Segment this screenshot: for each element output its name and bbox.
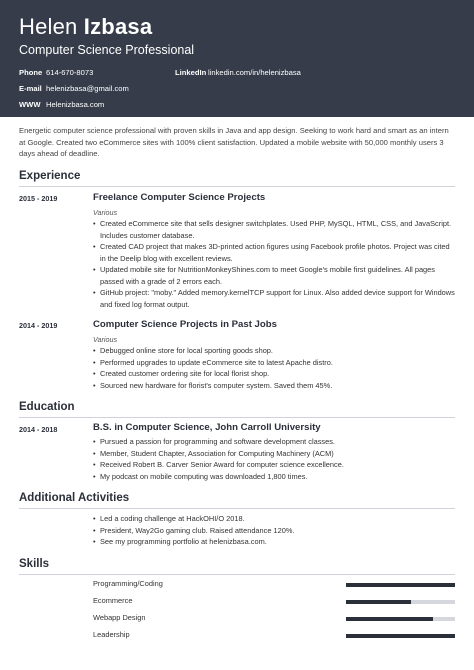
contact-phone — [19, 68, 93, 78]
skills-heading: Skills — [19, 558, 50, 570]
experience-title: Computer Science Projects in Past Jobs — [93, 319, 277, 330]
profile-summary: Energetic computer science professional with proven skills in Java and app design. Seeking to work hard and smart as an intern at Google. Created two eCommerce sites with 100% client satisfaction. Updated a mobile website with 50,000 monthly users 3 days ahead of deadline. — [19, 126, 449, 158]
list-item: • Debugged online store for local sporting goods shop. — [93, 345, 455, 357]
professional-title: Computer Science Professional — [19, 43, 195, 57]
skill-level-fill — [346, 634, 455, 638]
section-divider — [19, 508, 455, 509]
list-item: • Performed upgrades to update eCommerce site to latest Apache distro. — [93, 357, 455, 369]
list-item: • Created CAD project that makes 3D-printed action figures using Facebook profile photos. Project was cited in the Deelip blog with excellent reviews. — [93, 241, 455, 264]
contact-label: LinkedIn — [175, 68, 207, 77]
degree-title: B.S. in Computer Science, John Carroll University — [93, 422, 321, 433]
list-item: • President, Way2Go gaming club. Raised attendance 120%. — [93, 525, 455, 537]
list-item: • Member, Student Chapter, Association for Computing Machinery (ACM) — [93, 448, 455, 460]
phone-value: 614-670-8073 — [46, 68, 94, 77]
skill-level-fill — [346, 600, 411, 604]
website-link[interactable]: Helenizbasa.com — [46, 100, 105, 109]
first-name: Helen — [19, 14, 78, 39]
skill-row — [93, 630, 455, 642]
skill-level-bar — [346, 600, 455, 604]
skill-level-bar — [346, 617, 455, 621]
skill-name: Ecommerce — [93, 596, 133, 605]
education-date: 2014 - 2018 — [19, 425, 58, 434]
email-link[interactable]: helenizbasa@gmail.com — [46, 84, 129, 93]
skill-level-fill — [346, 617, 433, 621]
list-item: • Sourced new hardware for florist's computer system. Saved them 45%. — [93, 380, 455, 392]
contact-email — [19, 84, 129, 94]
list-item: • My podcast on mobile computing was downloaded 1,800 times. — [93, 471, 455, 483]
list-item: • GitHub project: "moby." Added memory.kernelTCP support for Linux. Also added device support for Windows and fixed log format output. — [93, 287, 455, 310]
skill-row — [93, 596, 455, 608]
experience-bullets — [93, 218, 455, 310]
candidate-name — [19, 14, 152, 40]
skill-row — [93, 613, 455, 625]
contact-label: WWW — [19, 100, 41, 109]
contact-linkedin — [175, 68, 301, 78]
skill-row — [93, 579, 455, 591]
skill-name: Programming/Coding — [93, 579, 163, 588]
skill-name: Leadership — [93, 630, 130, 639]
contact-website — [19, 100, 104, 110]
contact-label: Phone — [19, 68, 43, 77]
experience-company: Various — [93, 208, 118, 217]
list-item: • Led a coding challenge at HackOHI/O 2018. — [93, 513, 455, 525]
section-divider — [19, 417, 455, 418]
experience-heading: Experience — [19, 170, 81, 182]
skill-level-fill — [346, 583, 455, 587]
contact-label: E-mail — [19, 84, 42, 93]
list-item: • See my programming portfolio at helenizbasa.com. — [93, 536, 455, 548]
skill-level-bar — [346, 583, 455, 587]
resume-header — [0, 0, 474, 117]
list-item: • Pursued a passion for programming and software development classes. — [93, 436, 455, 448]
list-item: • Created eCommerce site that sells designer switchplates. Used PHP, MySQL, HTML, CSS, and JavaScript. Includes customer database. — [93, 218, 455, 241]
section-divider — [19, 186, 455, 187]
experience-date: 2015 - 2019 — [19, 194, 58, 203]
last-name: Izbasa — [83, 14, 153, 39]
education-heading: Education — [19, 401, 75, 413]
experience-company: Various — [93, 335, 118, 344]
activities-heading: Additional Activities — [19, 492, 130, 504]
section-divider — [19, 574, 455, 575]
education-bullets — [93, 436, 455, 482]
experience-bullets — [93, 345, 455, 391]
linkedin-link[interactable]: linkedin.com/in/helenizbasa — [208, 68, 301, 77]
list-item: • Received Robert B. Carver Senior Award for computer science excellence. — [93, 459, 455, 471]
list-item: • Updated mobile site for NutritionMonkeyShines.com to meet Google's mobile first guidelines. All pages passed with a grade of 2 errors each. — [93, 264, 455, 287]
skill-level-bar — [346, 634, 455, 638]
skill-name: Webapp Design — [93, 613, 146, 622]
experience-title: Freelance Computer Science Projects — [93, 192, 266, 203]
activities-bullets — [93, 513, 455, 548]
list-item: • Created customer ordering site for local florist shop. — [93, 368, 455, 380]
experience-date: 2014 - 2019 — [19, 321, 58, 330]
